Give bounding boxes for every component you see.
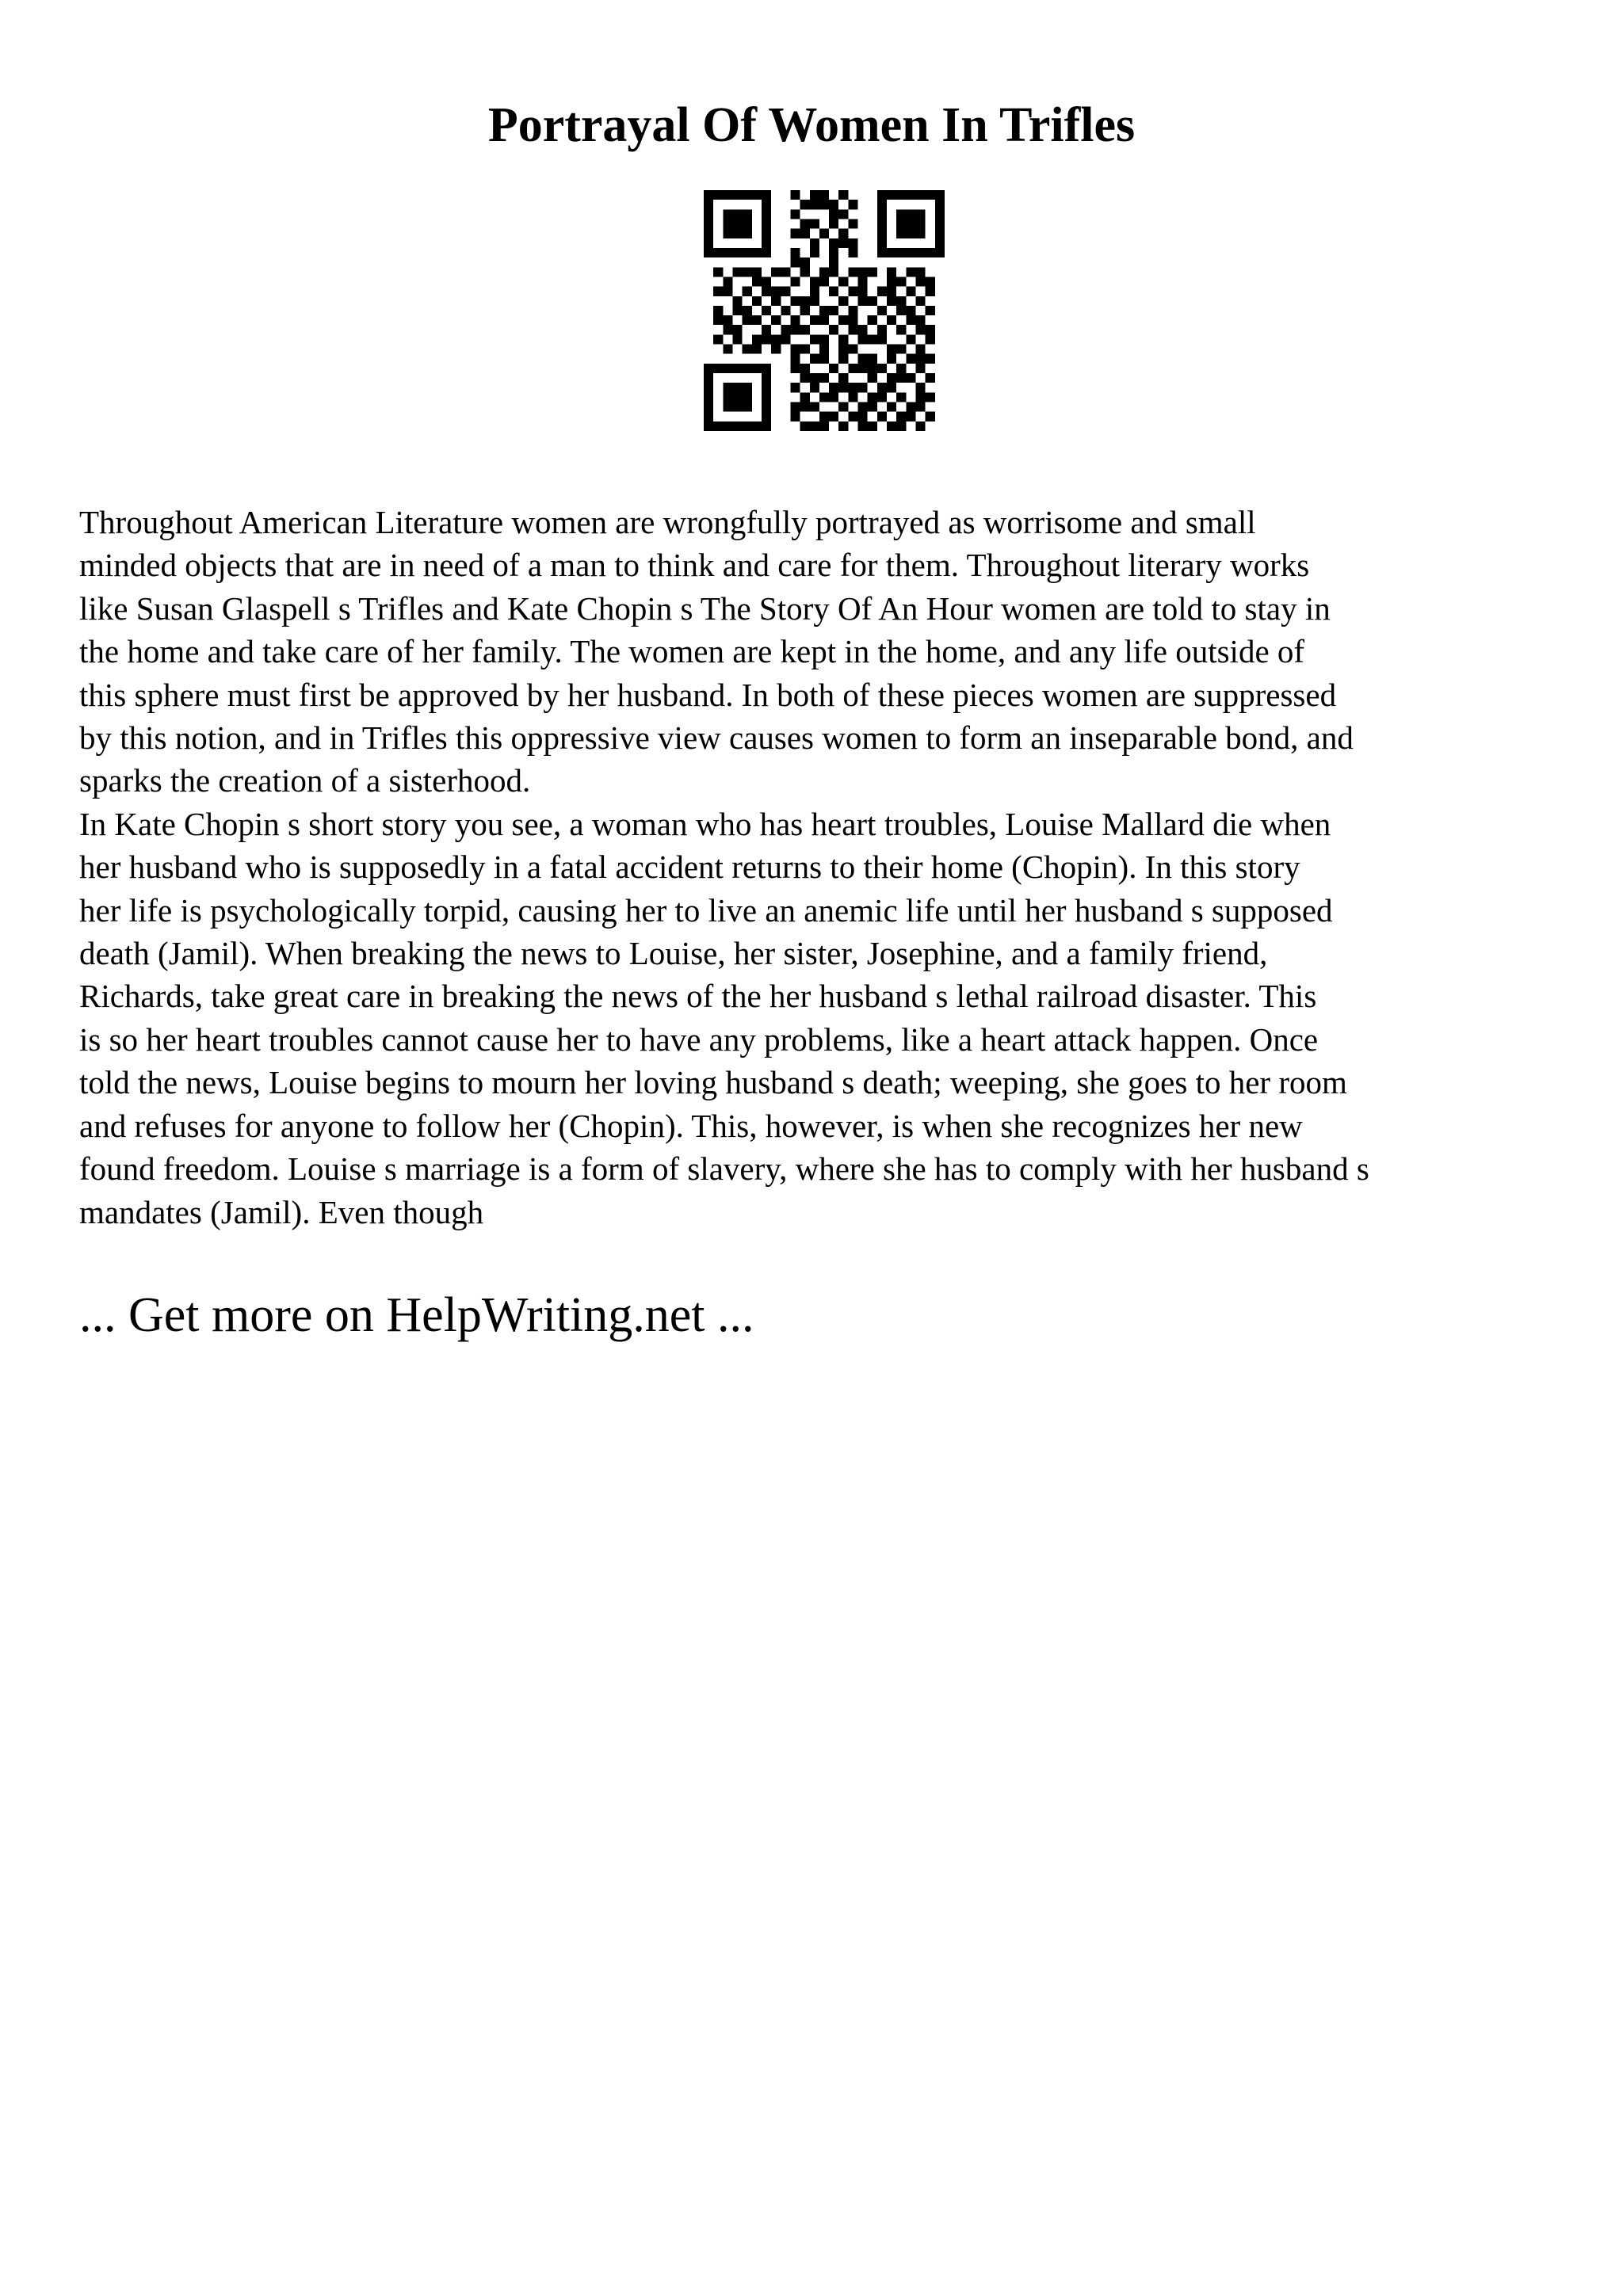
paragraph-line: death (Jamil). When breaking the news to Louise, her sister, Josephine, and a family friend, bbox=[79, 935, 1268, 972]
paragraph-line: sparks the creation of a sisterhood. bbox=[79, 762, 531, 799]
paragraph-line: found freedom. Louise s marriage is a form of slavery, where she has to comply with her husband s bbox=[79, 1150, 1369, 1188]
paragraph-line: like Susan Glaspell s Trifles and Kate Chopin s The Story Of An Hour women are told to stay in bbox=[79, 589, 1331, 627]
paragraph-line: her life is psychologically torpid, causing her to live an anemic life until her husband s supposed bbox=[79, 891, 1333, 929]
paragraph-line: her husband who is supposedly in a fatal accident returns to their home (Chopin). In this story bbox=[79, 849, 1300, 886]
paragraph-line: the home and take care of her family. The women are kept in the home, and any life outside of bbox=[79, 633, 1305, 670]
paragraph-line: told the news, Louise begins to mourn her loving husband s death; weeping, she goes to her room bbox=[79, 1064, 1347, 1101]
paragraph-line: by this notion, and in Trifles this oppressive view causes women to form an inseparable bond, and bbox=[79, 719, 1354, 757]
paragraph-line: is so her heart troubles cannot cause her to have any problems, like a heart attack happen. Once bbox=[79, 1020, 1319, 1058]
paragraph-line: Richards, take great care in breaking the news of the her husband s lethal railroad disaster. This bbox=[79, 978, 1317, 1015]
qr-code-icon bbox=[704, 190, 945, 431]
paragraph-line: In Kate Chopin s short story you see, a woman who has heart troubles, Louise Mallard die when bbox=[79, 805, 1331, 842]
paragraph-line: mandates (Jamil). Even though bbox=[79, 1193, 484, 1230]
page-title: Portrayal Of Women In Trifles bbox=[487, 98, 1136, 152]
paragraph-line: this sphere must first be approved by her husband. In both of these pieces women are suppressed bbox=[79, 676, 1337, 713]
paragraph-line: Throughout American Literature women are wrongfully portrayed as worrisome and small bbox=[79, 504, 1256, 540]
paragraph-line: minded objects that are in need of a man to think and care for them. Throughout literary works bbox=[79, 547, 1310, 584]
helpwriting-link[interactable]: ... Get more on HelpWriting.net ... bbox=[79, 1288, 754, 1342]
body-paragraph bbox=[79, 501, 1569, 1234]
paragraph-line: and refuses for anyone to follow her (Chopin). This, however, is when she recognizes her new bbox=[79, 1107, 1303, 1144]
